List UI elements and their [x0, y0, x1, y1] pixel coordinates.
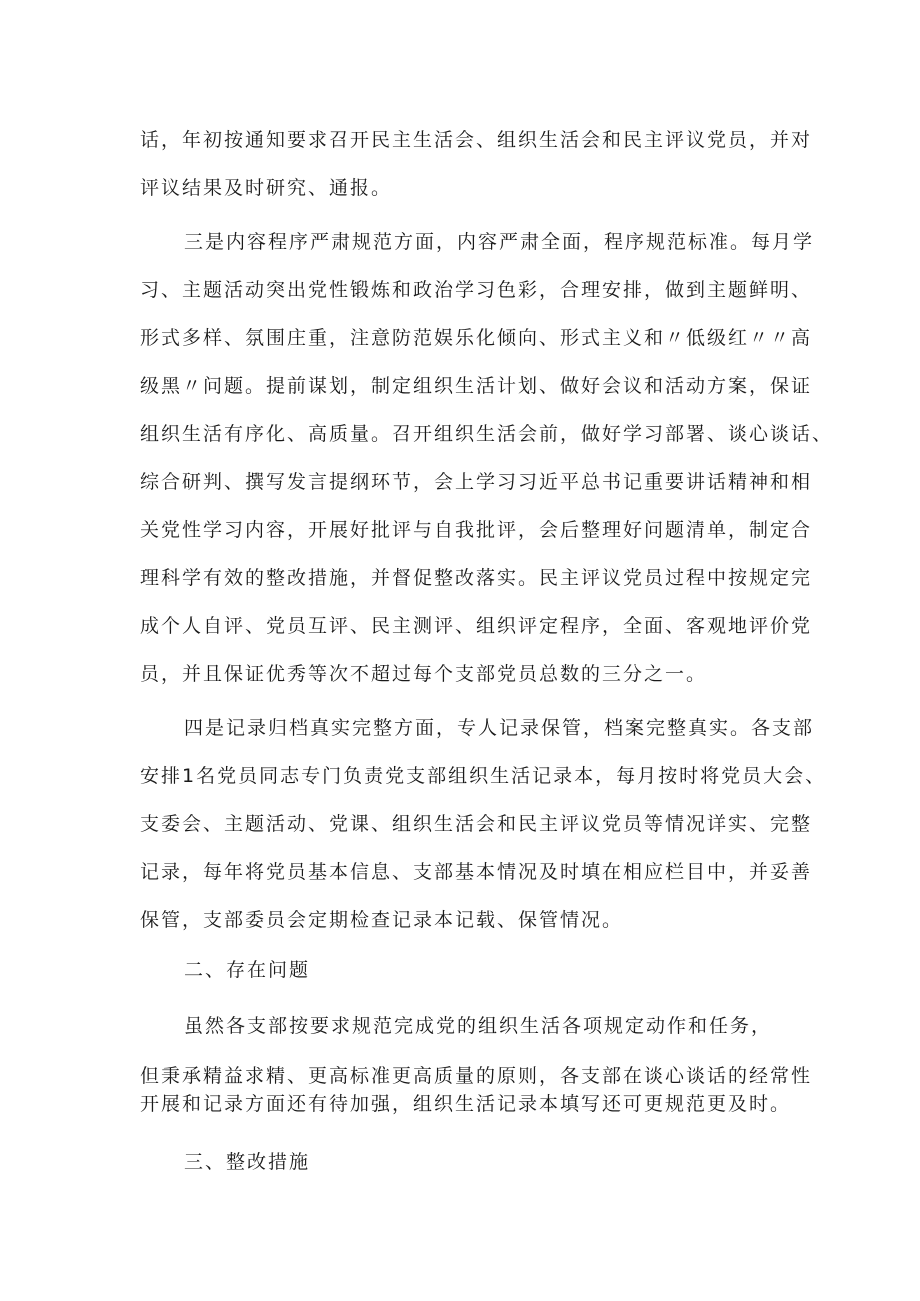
section-heading: 三、整改措施 — [184, 1151, 311, 1173]
text-line: 话，年初按通知要求召开民主生活会、组织生活会和民主评议党员，并对 — [140, 129, 813, 151]
text-line: 支委会、主题活动、党课、组织生活会和民主评议党员等情况详实、完整 — [140, 813, 813, 835]
text-line: 级黑〃问题。提前谋划，制定组织生活计划、做好会议和活动方案，保证 — [140, 375, 813, 397]
text-line: 安排1名党员同志专门负责党支部组织生活记录本，每月按时将党员大会、 — [140, 765, 827, 787]
text-line: 综合研判、撰写发言提纲环节，会上学习习近平总书记重要讲话精神和相 — [140, 471, 813, 493]
text-line: 习、主题活动突出党性锻炼和政治学习色彩，合理安排，做到主题鲜明、 — [140, 279, 813, 301]
text-line: 员，并且保证优秀等次不超过每个支部党员总数的三分之一。 — [140, 663, 708, 685]
paragraph-start-line: 四是记录归档真实完整方面，专人记录保管，档案完整真实。各支部 — [184, 717, 815, 739]
text-line: 记录，每年将党员基本信息、支部基本情况及时填在相应栏目中，并妥善 — [140, 861, 813, 883]
text-line: 成个人自评、党员互评、民主测评、组织评定程序，全面、客观地评价党 — [140, 615, 813, 637]
text-line: 评议结果及时研究、通报。 — [140, 177, 393, 199]
paragraph-start-line: 三是内容程序严肃规范方面，内容严肃全面，程序规范标准。每月学 — [184, 231, 815, 253]
text-line: 关党性学习内容，开展好批评与自我批评，会后整理好问题清单，制定合 — [140, 519, 813, 541]
text-line: 组织生活有序化、高质量。召开组织生活会前，做好学习部署、谈心谈话、 — [140, 423, 834, 445]
text-line: 但秉承精益求精、更高标准更高质量的原则，各支部在谈心谈话的经常性 — [140, 1065, 813, 1087]
text-line: 理科学有效的整改措施，并督促整改落实。民主评议党员过程中按规定完 — [140, 567, 813, 589]
text-line: 形式多样、氛围庄重，注意防范娱乐化倾向、形式主义和〃低级红〃〃高 — [140, 327, 813, 349]
text-line: 保管，支部委员会定期检查记录本记载、保管情况。 — [140, 909, 624, 931]
section-heading: 二、存在问题 — [184, 959, 311, 981]
paragraph-start-line: 虽然各支部按要求规范完成党的组织生活各项规定动作和任务， — [184, 1015, 773, 1037]
text-line: 开展和记录方面还有待加强，组织生活记录本填写还可更规范更及时。 — [140, 1093, 792, 1115]
